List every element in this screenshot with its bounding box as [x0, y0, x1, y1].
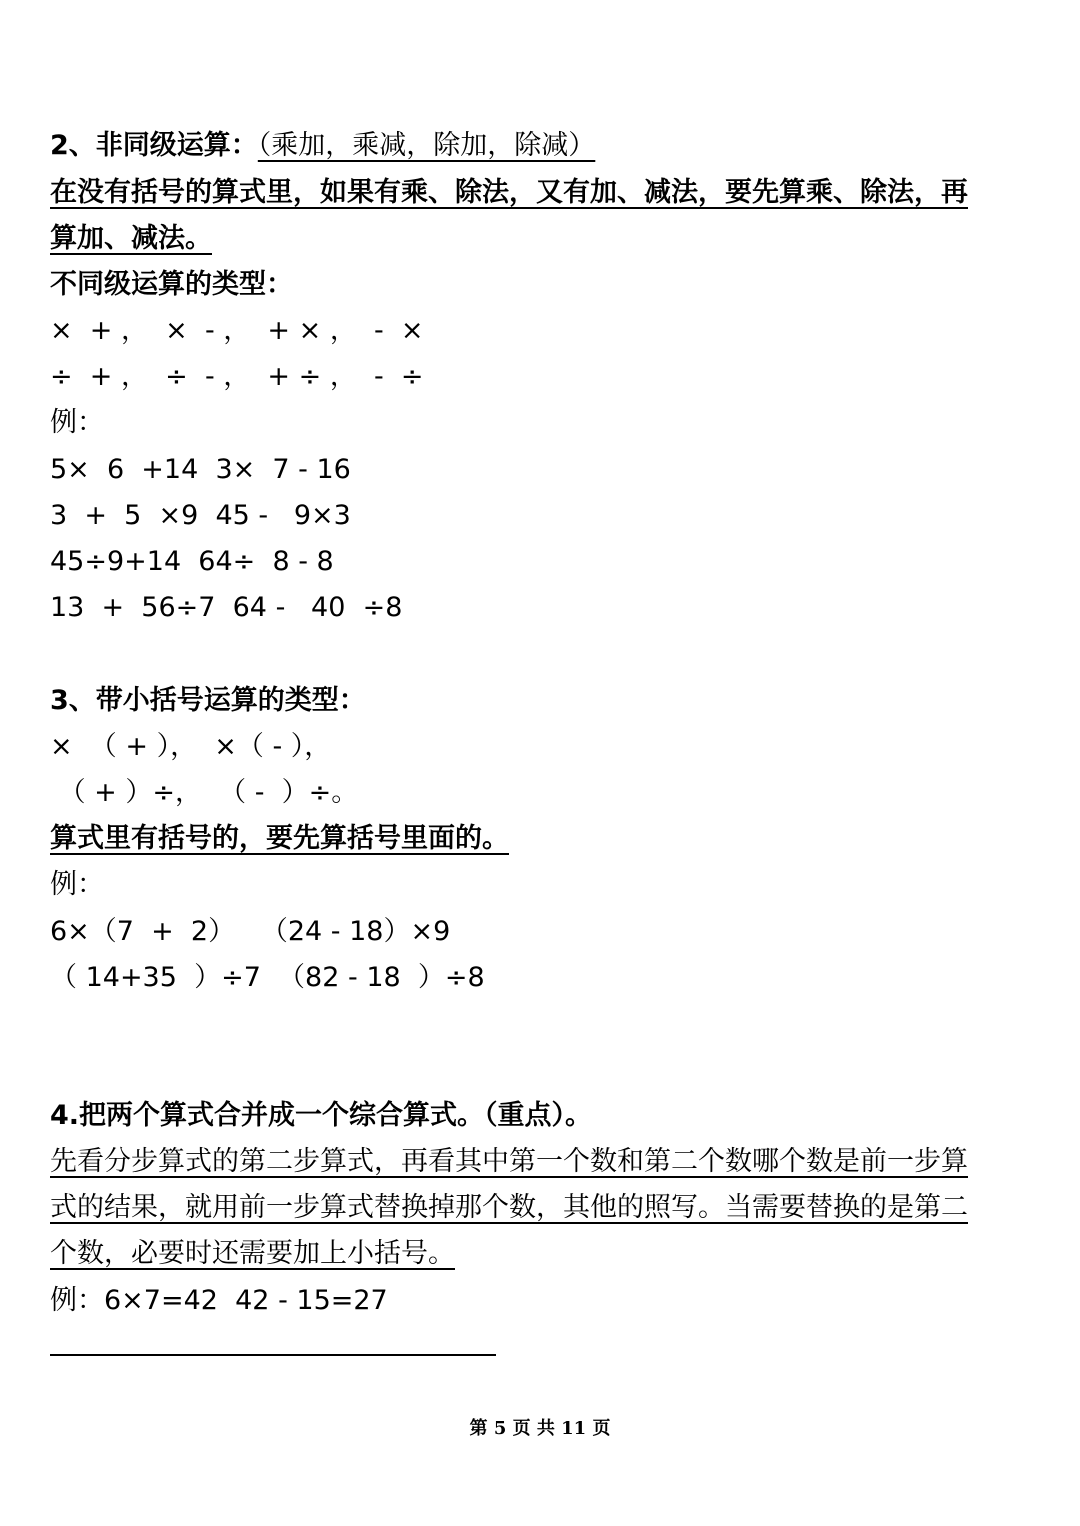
section3-example-2: （ 14+35 ）÷7 （82 - 18 ）÷8 [50, 962, 485, 993]
section2-rule-line1: 在没有括号的算式里，如果有乘、除法，又有加、减法，要先算乘、除法，再 [50, 177, 968, 208]
section2-example-2: 3 + 5 ×9 45 - 9×3 [50, 500, 351, 531]
section2-example-label: 例： [50, 407, 104, 438]
section4-heading: 4.把两个算式合并成一个综合算式。（重点）。 [50, 1100, 593, 1131]
section2-types-row2: ÷ + ， ÷ - ， + ÷ ， - ÷ [50, 361, 424, 392]
section3-rule: 算式里有括号的，要先算括号里面的。 [50, 823, 509, 854]
section2-types-label: 不同级运算的类型： [50, 269, 293, 300]
section3-types-row2: （ + ）÷， （ - ）÷。 [50, 777, 359, 808]
section3-heading: 3、带小括号运算的类型： [50, 685, 366, 716]
section2-heading-line [50, 126, 595, 166]
answer-blank-line [50, 1354, 496, 1356]
section3-example-1: 6×（7 + 2） （24 - 18）×9 [50, 916, 451, 947]
section2-example-3: 45÷9+14 64÷ 8 - 8 [50, 546, 334, 577]
section4-rule-line2: 式的结果，就用前一步算式替换掉那个数，其他的照写。当需要替换的是第二 [50, 1192, 968, 1223]
section4-rule-line3: 个数，必要时还需要加上小括号。 [50, 1238, 455, 1269]
section4-rule-line1: 先看分步算式的第二步算式，再看其中第一个数和第二个数哪个数是前一步算 [50, 1146, 968, 1177]
section4-example: 例：6×7=42 42 - 15=27 [50, 1285, 388, 1316]
section3-example-label: 例： [50, 869, 104, 900]
section3-types-row1: × （ + ）， ×（ - ）， [50, 731, 332, 762]
section2-rule-line2: 算加、减法。 [50, 223, 212, 254]
section2-heading-paren: （乘加，乘减，除加，除减） [257, 130, 596, 161]
section2-example-4: 13 + 56÷7 64 - 40 ÷8 [50, 592, 403, 623]
section2-example-1: 5× 6 +14 3× 7 - 16 [50, 454, 351, 485]
page-number-footer: 第 5 页 共 11 页 [469, 1418, 611, 1439]
section2-types-row1: × + ， × - ， + × ， - × [50, 315, 424, 346]
section2-heading: 2、非同级运算： [50, 130, 258, 161]
